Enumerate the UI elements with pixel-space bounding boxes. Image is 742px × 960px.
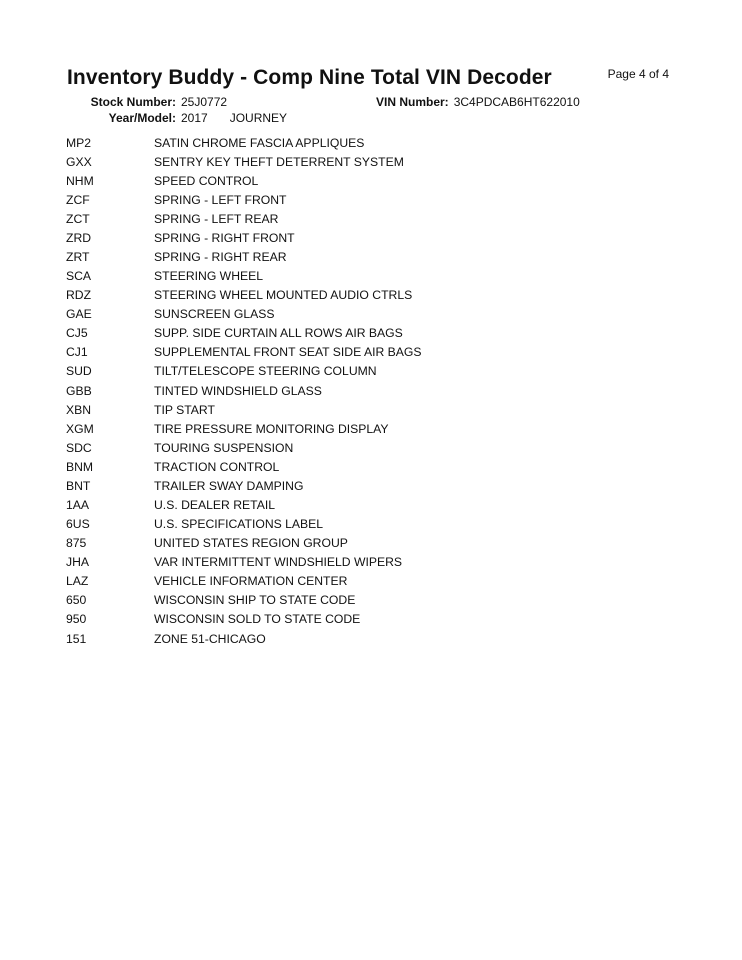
code-row xyxy=(66,190,666,209)
option-description: VAR INTERMITTENT WINDSHIELD WIPERS xyxy=(154,555,403,570)
option-description: TIRE PRESSURE MONITORING DISPLAY xyxy=(154,421,389,436)
option-code: SCA xyxy=(66,269,92,284)
option-description: U.S. SPECIFICATIONS LABEL xyxy=(154,517,324,532)
option-code-list xyxy=(66,133,666,648)
option-description: SPRING - LEFT FRONT xyxy=(154,192,287,207)
page-number: Page 4 of 4 xyxy=(607,67,669,81)
code-row xyxy=(66,152,666,171)
option-code: ZCF xyxy=(66,192,90,207)
option-code: BNM xyxy=(66,459,94,474)
option-description: ZONE 51-CHICAGO xyxy=(154,631,266,646)
option-description: STEERING WHEEL MOUNTED AUDIO CTRLS xyxy=(154,288,413,303)
option-code: 875 xyxy=(66,536,87,551)
vin-number-value: 3C4PDCAB6HT622010 xyxy=(453,95,580,109)
option-code: MP2 xyxy=(66,135,92,150)
option-code: ZCT xyxy=(66,211,90,226)
code-row xyxy=(66,267,666,286)
stock-number-label: Stock Number: xyxy=(90,95,176,109)
code-row xyxy=(66,228,666,247)
code-row xyxy=(66,171,666,190)
option-description: SUNSCREEN GLASS xyxy=(154,307,275,322)
option-description: UNITED STATES REGION GROUP xyxy=(154,536,348,551)
option-description: SUPP. SIDE CURTAIN ALL ROWS AIR BAGS xyxy=(154,326,403,341)
code-row xyxy=(66,209,666,228)
option-code: BNT xyxy=(66,478,91,493)
vin-number-label: VIN Number: xyxy=(376,95,449,109)
code-row xyxy=(66,324,666,343)
option-code: ZRT xyxy=(66,250,90,264)
option-description: WISCONSIN SOLD TO STATE CODE xyxy=(154,612,361,627)
code-row xyxy=(66,419,666,438)
option-code: LAZ xyxy=(66,574,89,589)
option-code: RDZ xyxy=(66,288,92,303)
code-row xyxy=(66,629,666,648)
option-description: TRACTION CONTROL xyxy=(154,459,280,474)
vin-number-row xyxy=(376,95,580,109)
code-row xyxy=(66,572,666,591)
year-value: 2017 xyxy=(181,111,208,125)
code-row xyxy=(66,133,666,152)
code-row xyxy=(66,476,666,495)
code-row xyxy=(66,534,666,553)
option-code: NHM xyxy=(66,173,94,188)
option-description: SPRING - RIGHT REAR xyxy=(154,250,287,264)
code-row xyxy=(66,247,666,266)
code-row xyxy=(66,286,666,305)
option-description: STEERING WHEEL xyxy=(154,269,264,284)
option-code: GAE xyxy=(66,307,92,322)
option-code: 650 xyxy=(66,593,87,608)
option-description: SPRING - LEFT REAR xyxy=(154,211,279,226)
option-description: U.S. DEALER RETAIL xyxy=(154,498,276,513)
option-code: 6US xyxy=(66,517,90,532)
option-description: SPRING - RIGHT FRONT xyxy=(154,230,295,245)
code-row xyxy=(66,515,666,534)
option-code: CJ5 xyxy=(66,326,88,341)
option-description: TILT/TELESCOPE STEERING COLUMN xyxy=(154,364,377,379)
code-row xyxy=(66,381,666,400)
option-code: 1AA xyxy=(66,498,90,513)
option-code: 950 xyxy=(66,612,87,627)
option-code: ZRD xyxy=(66,230,92,245)
model-value: JOURNEY xyxy=(229,111,288,125)
option-code: XBN xyxy=(66,402,92,417)
option-description: SUPPLEMENTAL FRONT SEAT SIDE AIR BAGS xyxy=(154,345,422,360)
page-title: Inventory Buddy - Comp Nine Total VIN Decoder xyxy=(67,66,552,89)
code-row xyxy=(66,400,666,419)
option-code: GBB xyxy=(66,383,92,398)
code-row xyxy=(66,553,666,572)
option-description: TRAILER SWAY DAMPING xyxy=(154,478,304,493)
year-model-label: Year/Model: xyxy=(108,111,176,125)
code-row xyxy=(66,362,666,381)
option-description: SPEED CONTROL xyxy=(154,173,259,188)
option-description: TOURING SUSPENSION xyxy=(154,440,294,455)
option-description: TINTED WINDSHIELD GLASS xyxy=(154,383,322,398)
option-code: CJ1 xyxy=(66,345,88,360)
code-row xyxy=(66,610,666,629)
code-row xyxy=(66,305,666,324)
code-row xyxy=(66,438,666,457)
code-row xyxy=(66,343,666,362)
option-code: GXX xyxy=(66,154,92,169)
code-row xyxy=(66,591,666,610)
option-code: SUD xyxy=(66,364,92,379)
option-code: JHA xyxy=(66,555,90,570)
option-description: WISCONSIN SHIP TO STATE CODE xyxy=(154,593,356,608)
option-description: TIP START xyxy=(154,402,215,417)
stock-number-row xyxy=(90,95,227,109)
option-code: XGM xyxy=(66,421,94,436)
code-row xyxy=(66,457,666,476)
stock-number-value: 25J0772 xyxy=(181,95,228,109)
code-row xyxy=(66,495,666,514)
option-code: 151 xyxy=(66,631,87,646)
option-code: SDC xyxy=(66,440,92,455)
option-description: SENTRY KEY THEFT DETERRENT SYSTEM xyxy=(154,154,404,169)
option-description: VEHICLE INFORMATION CENTER xyxy=(154,574,348,589)
option-description: SATIN CHROME FASCIA APPLIQUES xyxy=(154,135,365,150)
year-model-row xyxy=(90,111,287,125)
